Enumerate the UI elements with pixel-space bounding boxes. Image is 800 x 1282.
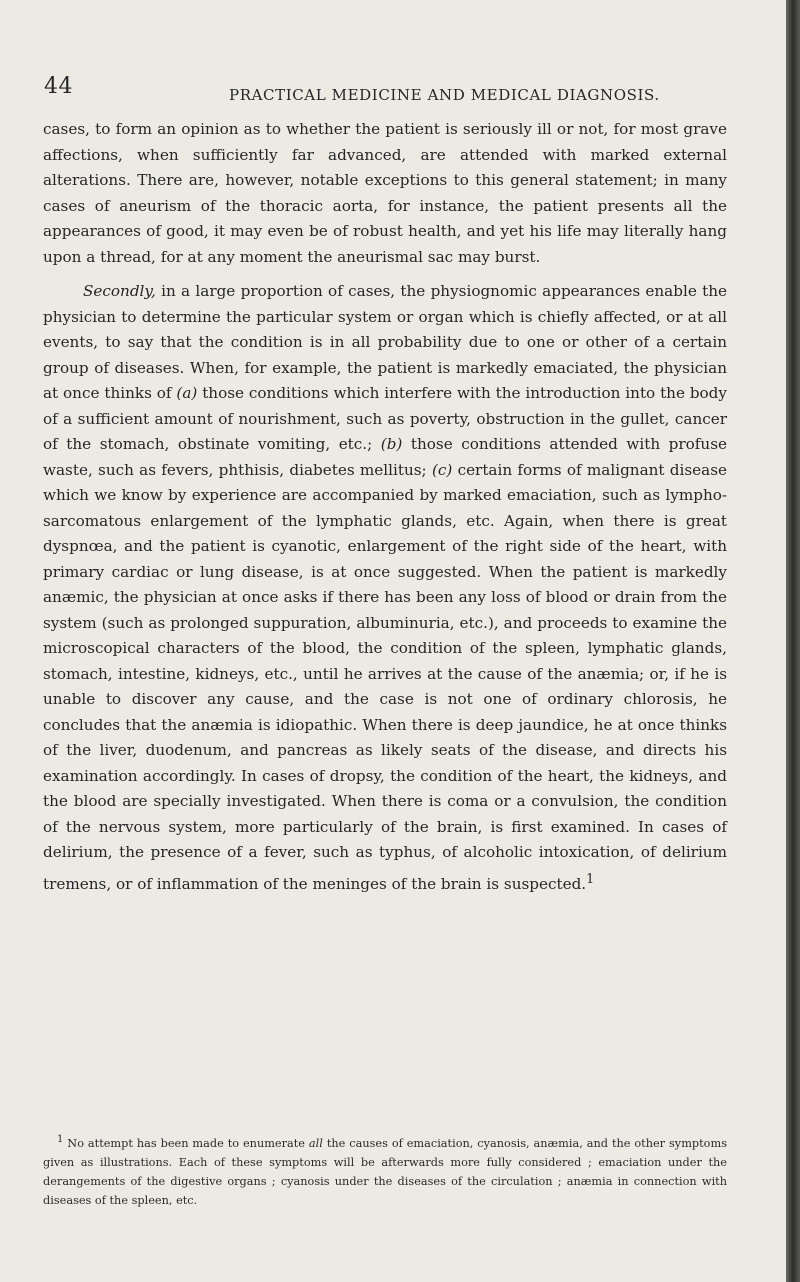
footnote-reference: 1	[586, 870, 595, 886]
paragraph-text: certain forms of malignant disease which we know by experience are accompanied by marked emaciation, such as lympho-sarcomatous enlargement of the lymphatic glands, etc. Again, when there is great dyspnœa, and the patient is cyanotic, enlargement of the right side of the heart, with primary cardiac or lung disease, is at once suggested. When the patient is markedly anæmic, the physician at once asks if there has been any loss of blood or drain from the system (such as prolonged suppuration, albuminuria, etc.), and proceeds to examine the microscopical characters of the blood, the condition of the spleen, lymphatic glands, stomach, intestine, kidneys, etc., until he arrives at the cause of the anæmia; or, if he is unable to discover any cause, and the case is not one of ordinary chlorosis, he concludes that the anæmia is idiopathic. When there is deep jaundice, he at once thinks of the liver, duodenum, and pancreas as likely seats of the disease, and directs his examination accordingly. In cases of dropsy, the condition of the heart, the kidneys, and the blood are specially investigated. When there is coma or a convulsion, the condition of the nervous system, more particularly of the brain, is first examined. In cases of delirium, the presence of a fever, such as typhus, of alcoholic intoxication, of delirium tremens, or of inflammation of the meninges of the brain is suspected.	[43, 460, 727, 893]
footnote	[43, 1130, 727, 1210]
list-marker-a: (a)	[176, 384, 198, 402]
footnote-emphasis: all	[308, 1136, 323, 1150]
footnote-marker: 1	[57, 1134, 64, 1145]
running-head: PRACTICAL MEDICINE AND MEDICAL DIAGNOSIS.	[229, 86, 660, 104]
list-marker-b: (b)	[380, 435, 403, 453]
list-marker-c: (c)	[431, 460, 453, 479]
paragraph-text: those conditions attended with profuse waste, such as fevers, phthisis, diabetes mellitus;	[43, 435, 727, 479]
paragraph	[43, 279, 727, 897]
body-text	[43, 117, 727, 897]
paragraph-lead-in: Secondly,	[83, 282, 156, 300]
footnote-text: No attempt has been made to enumerate	[63, 1136, 309, 1150]
page-number: 44	[44, 74, 73, 99]
paragraph-text: those conditions which interfere with the introduction into the body of a sufficient amount of nourishment, such as poverty, obstruction in the gullet, cancer of the stomach, obstinate vomiting, etc.;	[43, 384, 727, 453]
page-header	[44, 74, 724, 114]
page-edge	[786, 0, 800, 1282]
footnote-text: the causes of emaciation, cyanosis, anæmia, and the other symptoms given as illustrations. Each of these symptoms will be afterwards more fully considered ; emaciation under the derangements of the digestive organs ; cyanosis under the diseases of the circulation ; anæmia in connection with diseases of the spleen, etc.	[43, 1136, 727, 1207]
paragraph-text: in a large proportion of cases, the physiognomic appearances enable the physician to determine the particular system or organ which is chiefly affected, or at all events, to say that the condition is in all probability due to one or other of a certain group of diseases. When, for example, the patient is markedly emaciated, the physician at once thinks of	[43, 282, 727, 402]
paragraph: cases, to form an opinion as to whether the patient is seriously ill or not, for most grave affections, when sufficiently far advanced, are attended with marked external alterations. There are, however, notable exceptions to this general statement; in many cases of aneurism of the thoracic aorta, for instance, the patient presents all the appearances of good, it may even be of robust health, and yet his life may literally hang upon a thread, for at any moment the aneurismal sac may burst.	[43, 120, 727, 266]
